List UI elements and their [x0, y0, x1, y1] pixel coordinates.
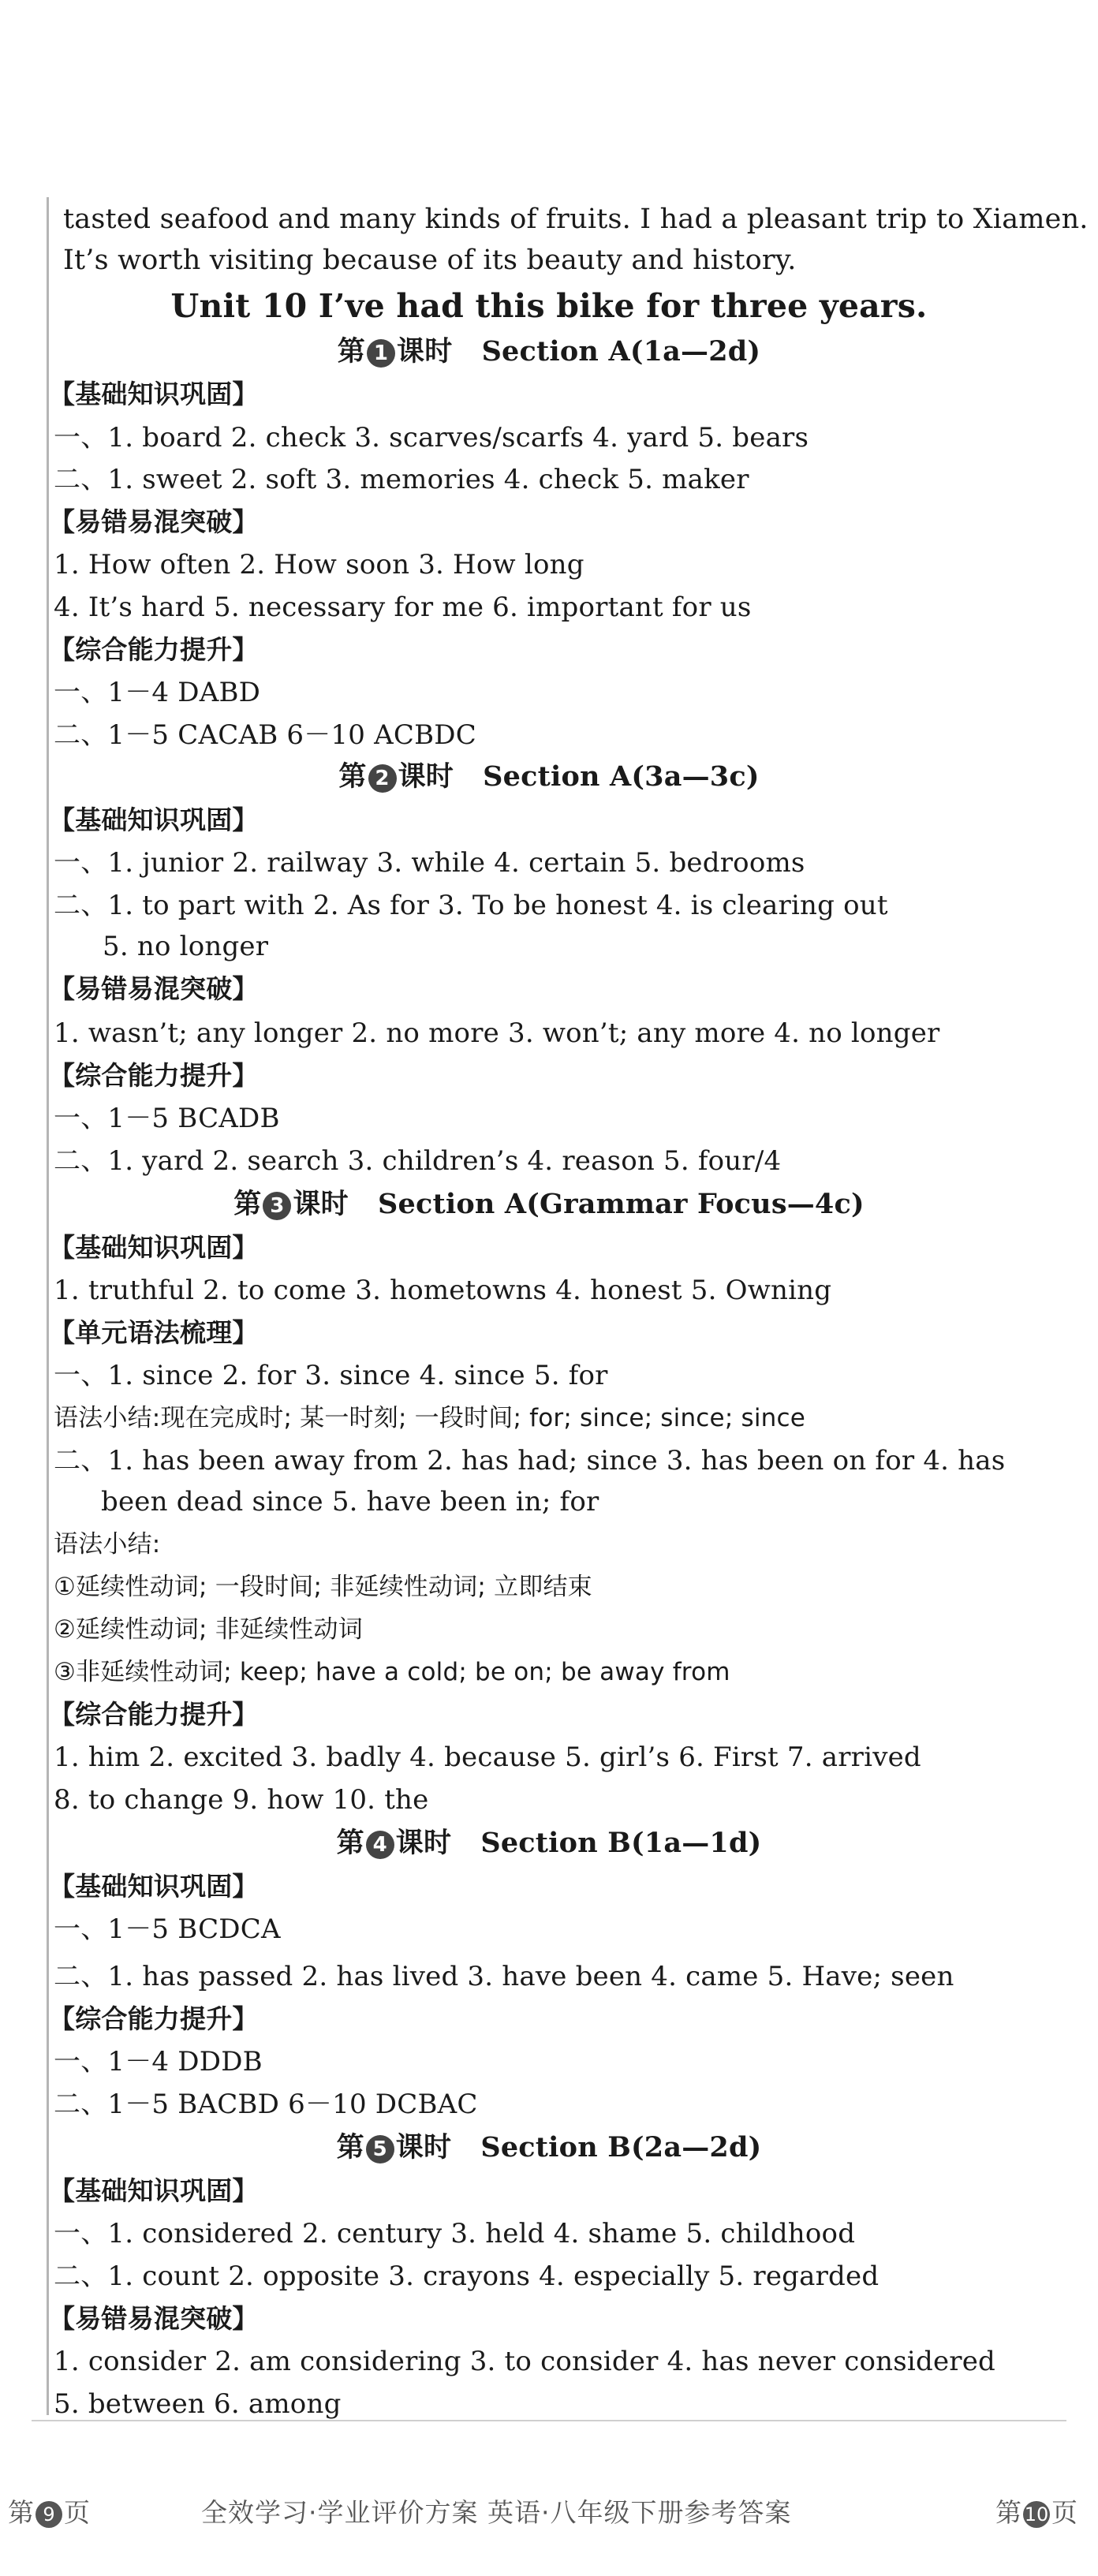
lesson-suffix: 课时: [293, 1189, 349, 1220]
answer-line: 一、1－4 DDDB: [54, 2046, 263, 2078]
section-header: 【综合能力提升】: [49, 1060, 259, 1091]
page-suffix: 页: [1051, 2497, 1077, 2528]
answer-line: 一、1－5 BCADB: [54, 1103, 280, 1134]
answer-line: 一、1－4 DABD: [54, 677, 261, 708]
section-header: 【综合能力提升】: [49, 1699, 259, 1730]
lesson-prefix: 第: [336, 1827, 364, 1859]
answer-line: 一、1. considered 2. century 3. held 4. shame 5. childhood: [54, 2218, 856, 2249]
lesson-suffix: 课时: [395, 1827, 452, 1859]
answer-line: 1. truthful 2. to come 3. hometowns 4. honest 5. Owning: [54, 1275, 832, 1306]
footer-divider: [32, 2420, 1066, 2421]
lesson-heading: [0, 335, 1098, 368]
answer-line: 二、1. has passed 2. has lived 3. have been 4. came 5. Have; seen: [54, 1961, 954, 1992]
answer-line: 5. between 6. among: [54, 2388, 342, 2420]
lesson-prefix: 第: [337, 336, 365, 368]
unit-title: Unit 10 I’ve had this bike for three years.: [170, 287, 928, 325]
lesson-heading: [0, 2131, 1098, 2164]
section-header: 【基础知识巩固】: [49, 2175, 259, 2206]
section-header: 【综合能力提升】: [49, 2003, 259, 2034]
answer-line: 一、1. board 2. check 3. scarves/scarfs 4. yard 5. bears: [54, 422, 809, 454]
lesson-prefix: 第: [336, 2132, 364, 2163]
intro-line: It’s worth visiting because of its beauty and history.: [63, 245, 797, 276]
section-header: 【易错易混突破】: [49, 2303, 259, 2334]
page-prefix: 第: [995, 2497, 1021, 2528]
answer-line: 二、1－5 CACAB 6－10 ACBDC: [54, 719, 476, 751]
grammar-summary: 语法小结:现在完成时; 某一时刻; 一段时间; for; since; since; since: [54, 1404, 806, 1432]
answer-line: 4. It’s hard 5. necessary for me 6. important for us: [54, 592, 752, 623]
lesson-heading: [0, 1827, 1098, 1860]
section-header: 【综合能力提升】: [49, 634, 259, 665]
lesson-number-badge: 2: [368, 764, 397, 793]
answer-line: 1. consider 2. am considering 3. to consider 4. has never considered: [54, 2346, 996, 2377]
answer-line: 二、1. sweet 2. soft 3. memories 4. check 5. maker: [54, 464, 749, 495]
page-suffix: 页: [64, 2497, 90, 2528]
intro-line: tasted seafood and many kinds of fruits. I had a pleasant trip to Xiamen.: [63, 203, 1089, 235]
section-label: Section A(3a—3c): [483, 760, 760, 793]
section-header: 【基础知识巩固】: [49, 1232, 259, 1263]
page-number-badge: 9: [35, 2501, 62, 2528]
answer-line: 二、1. count 2. opposite 3. crayons 4. especially 5. regarded: [54, 2261, 880, 2292]
page-number-right: [995, 2492, 1077, 2529]
answer-line: 8. to change 9. how 10. the: [54, 1784, 429, 1816]
section-header: 【单元语法梳理】: [49, 1317, 259, 1348]
answer-line: 一、1. junior 2. railway 3. while 4. certain 5. bedrooms: [54, 847, 805, 879]
footer-title: 全效学习·学业评价方案 英语·八年级下册参考答案: [201, 2497, 792, 2528]
answer-line: 1. How often 2. How soon 3. How long: [54, 549, 584, 581]
grammar-summary: ②延续性动词; 非延续性动词: [54, 1615, 363, 1644]
answer-line: 二、1. to part with 2. As for 3. To be honest 4. is clearing out: [54, 890, 888, 921]
section-label: Section A(Grammar Focus—4c): [378, 1188, 865, 1220]
lesson-prefix: 第: [233, 1189, 262, 1220]
page-prefix: 第: [8, 2497, 34, 2528]
lesson-heading: [0, 760, 1098, 793]
section-label: Section B(1a—1d): [480, 1827, 762, 1859]
section-header: 【基础知识巩固】: [49, 805, 259, 835]
grammar-summary: ①延续性动词; 一段时间; 非延续性动词; 立即结束: [54, 1573, 592, 1601]
answer-line: 一、1－5 BCDCA: [54, 1913, 281, 1945]
section-header: 【易错易混突破】: [49, 506, 259, 537]
grammar-summary: 语法小结:: [54, 1530, 161, 1559]
section-header: 【基础知识巩固】: [49, 1871, 259, 1902]
answer-line: 二、1. yard 2. search 3. children’s 4. reason 5. four/4: [54, 1145, 782, 1177]
answer-line: 1. him 2. excited 3. badly 4. because 5. girl’s 6. First 7. arrived: [54, 1742, 921, 1773]
lesson-suffix: 课时: [395, 2132, 452, 2163]
page-number-left: [8, 2492, 90, 2529]
lesson-number-badge: 3: [263, 1192, 291, 1220]
answer-line: 1. wasn’t; any longer 2. no more 3. won’t; any more 4. no longer: [54, 1017, 940, 1049]
lesson-number-badge: 5: [366, 2135, 394, 2163]
lesson-number-badge: 4: [366, 1831, 394, 1859]
lesson-number-badge: 1: [367, 339, 395, 368]
lesson-suffix: 课时: [398, 761, 454, 793]
lesson-suffix: 课时: [397, 336, 453, 368]
section-header: 【基础知识巩固】: [49, 379, 259, 409]
lesson-heading: [0, 1188, 1098, 1221]
answer-line: 二、1. has been away from 2. has had; since 3. has been on for 4. has: [54, 1445, 1006, 1477]
lesson-prefix: 第: [338, 761, 367, 793]
answer-line: 一、1. since 2. for 3. since 4. since 5. for: [54, 1360, 608, 1391]
answer-line: 5. no longer: [103, 931, 269, 962]
section-label: Section A(1a—2d): [481, 335, 761, 368]
answer-line: 二、1－5 BACBD 6－10 DCBAC: [54, 2089, 478, 2120]
grammar-summary: ③非延续性动词; keep; have a cold; be on; be away from: [54, 1658, 730, 1686]
page-number-badge: 10: [1023, 2501, 1050, 2528]
section-label: Section B(2a—2d): [480, 2131, 762, 2163]
answer-line: been dead since 5. have been in; for: [101, 1486, 599, 1518]
section-header: 【易错易混突破】: [49, 973, 259, 1004]
